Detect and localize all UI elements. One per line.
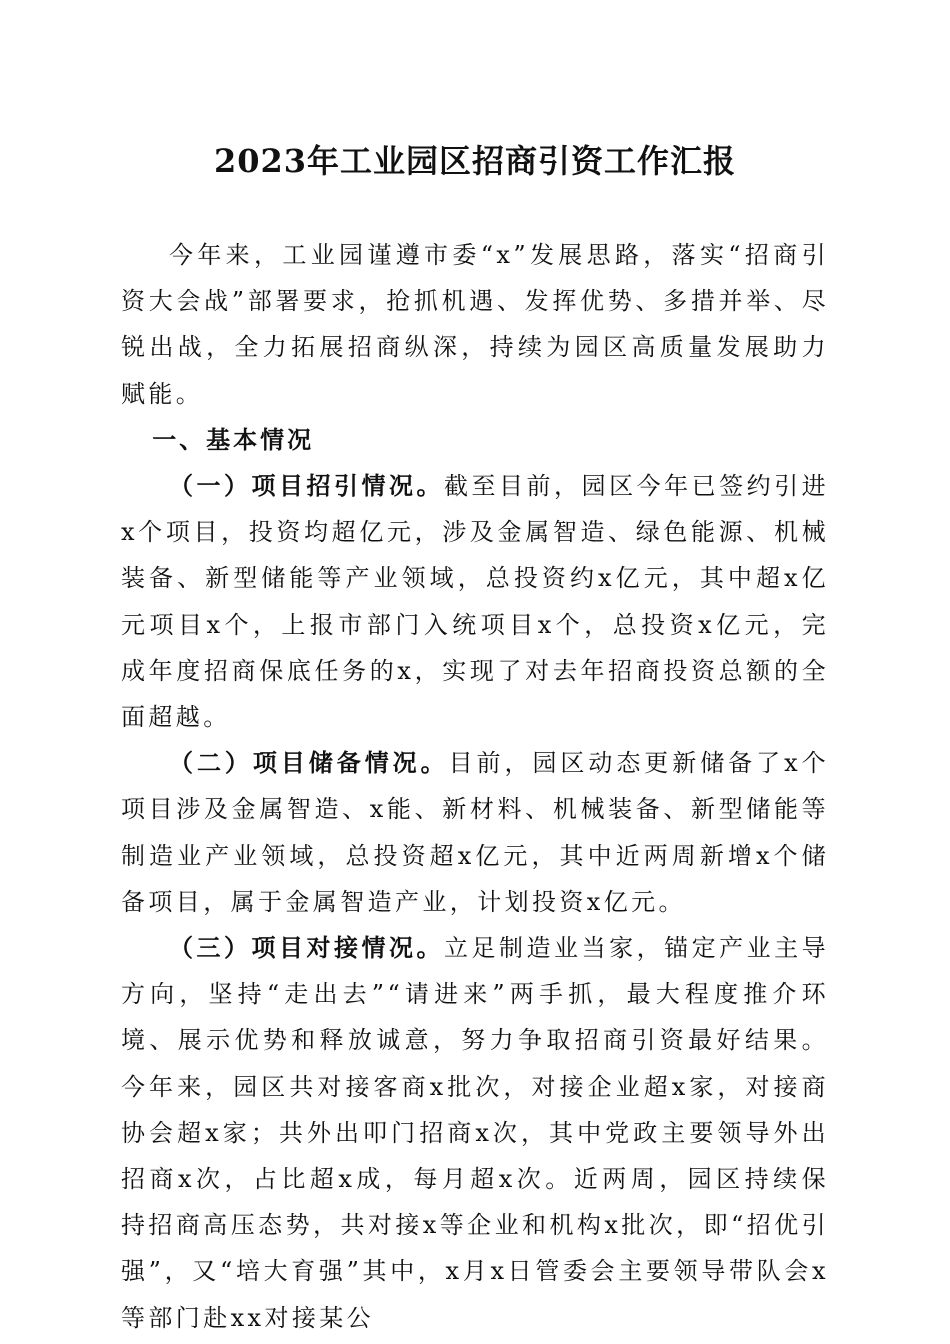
document-title: 2023年工业园区招商引资工作汇报 [213,142,737,180]
paragraph-lead: （一）项目招引情况。 [169,471,445,501]
paragraph-lead: （二）项目储备情况。 [169,748,449,778]
paragraph-text: 立足制造业当家，锚定产业主导方向，坚持“走出去”“请进来”两手抓，最大程度推介环境、展示优势和释放诚意，努力争取招商引资最好结果。今年来，园区共对接客商x批次，对接企业超x家，对接商协会超x家；共外出叩门招商x次，其中党政主要领导外出招商x次，占比超x成，每月超x次。近两周，园区持续保持招商高压态势，共对接x等企业和机构x批次，即“招优引强”，又“培大育强”其中，x月x日管委会主要领导带队会x等部门赴xx对接某公 [121,934,829,1332]
document-body [121,232,829,1341]
section-heading-basic-situation: 一、基本情况 [152,424,315,454]
paragraph-project-docking [121,925,829,1341]
paragraph-text: 目前，园区动态更新储备了x个项目涉及金属智造、x能、新材料、机械装备、新型储能等制造业产业领域，总投资超x亿元，其中近两周新增x个储备项目，属于金属智造产业，计划投资x亿元。 [121,749,829,916]
paragraph-project-reserve [121,740,829,925]
paragraph-text: 截至目前，园区今年已签约引进x个项目，投资均超亿元，涉及金属智造、绿色能源、机械装备、新型储能等产业领域，总投资约x亿元，其中超x亿元项目x个，上报市部门入统项目x个，总投资x亿元，完成年度招商保底任务的x，实现了对去年招商投资总额的全面超越。 [121,472,829,732]
intro-paragraph: 今年来，工业园谨遵市委“x”发展思路，落实“招商引资大会战”部署要求，抢抓机遇、发挥优势、多措并举、尽锐出战，全力拓展招商纵深，持续为园区高质量发展助力赋能。 [121,241,829,408]
paragraph-lead: （三）项目对接情况。 [169,933,445,963]
paragraph-project-attraction [121,463,829,740]
